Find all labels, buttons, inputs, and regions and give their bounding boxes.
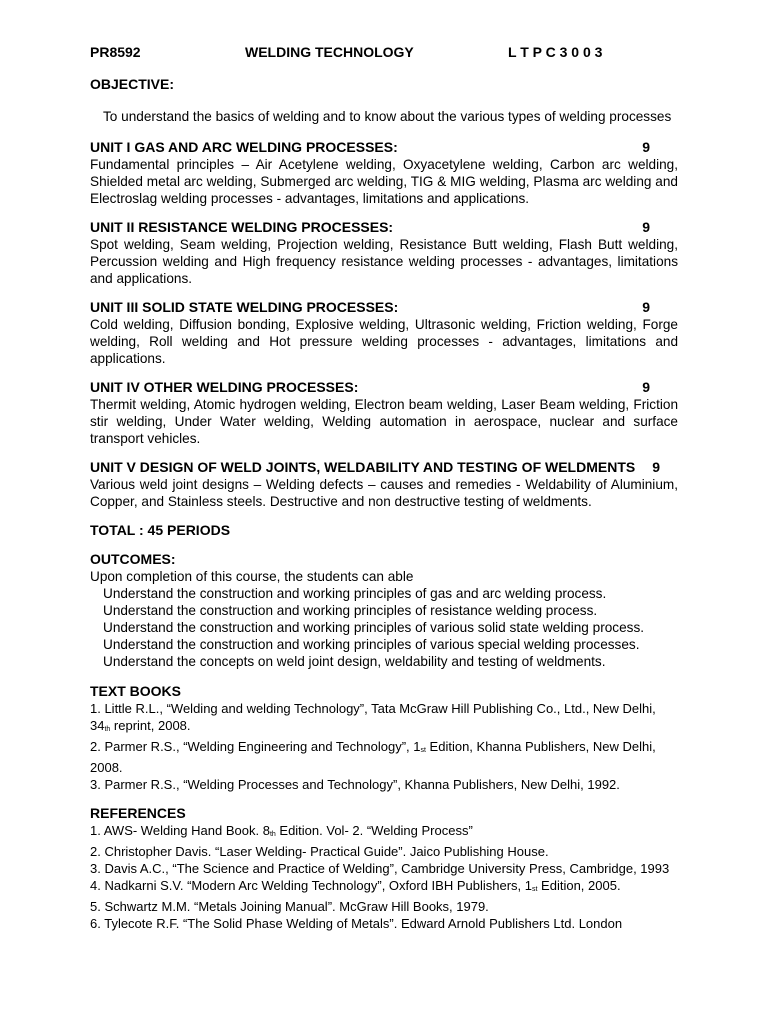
outcome-item: Understand the concepts on weld joint design, weldability and testing of weldments. [103, 654, 606, 669]
header [90, 44, 678, 64]
unit-hours: 9 [652, 459, 660, 475]
outcomes-heading: OUTCOMES: [90, 551, 176, 567]
unit-heading: UNIT II RESISTANCE WELDING PROCESSES: 9 [90, 219, 678, 236]
references-heading: REFERENCES [90, 805, 186, 821]
course-code: PR8592 [90, 44, 141, 60]
reference-item: 1. AWS- Welding Hand Book. $8_{th}$ Edition. Vol- 2. “Welding Process” [90, 823, 473, 838]
reference-item: 4. Nadkarni S.V. “Modern Arc Welding Technology”, Oxford IBH Publishers, $1_{st}$ Edition, 2005. [90, 878, 621, 893]
unit-hours: 9 [642, 299, 650, 315]
unit-block [90, 379, 678, 459]
ltpc: L T P C 3 0 0 3 [508, 44, 603, 60]
textbooks-heading: TEXT BOOKS [90, 683, 182, 699]
outcomes-intro: Upon completion of this course, the students can able [90, 569, 414, 584]
unit-hours: 9 [642, 219, 650, 235]
unit-content: Various weld joint designs – Welding defects – causes and remedies - Weldability of Aluminium, Copper, and Stainless steels. Destructive and non destructive testing of weldments. [90, 477, 678, 509]
unit-block [90, 459, 678, 522]
reference-item: 3. Davis A.C., “The Science and Practice of Welding”, Cambridge University Press, Cambridge, 1993 [90, 861, 670, 876]
textbook-item: 3. Parmer R.S., “Welding Processes and Technology”, Khanna Publishers, New Delhi, 1992. [90, 777, 620, 792]
unit-heading: UNIT I GAS AND ARC WELDING PROCESSES: 9 [90, 139, 678, 156]
unit-content: Thermit welding, Atomic hydrogen welding, Electron beam welding, Laser Beam welding, Friction stir welding, Under Water welding, Welding automation in aerospace, nuclear and surface transport vehicles. [90, 397, 678, 446]
unit-content: Fundamental principles – Air Acetylene welding, Oxyacetylene welding, Carbon arc welding, Shielded metal arc welding, Submerged arc welding, TIG & MIG welding, Plasma arc welding and Electroslag welding processes - advantages, limitations and applications. [90, 157, 678, 206]
unit-heading: UNIT III SOLID STATE WELDING PROCESSES: 9 [90, 299, 678, 316]
unit-block [90, 219, 678, 299]
unit-heading: UNIT IV OTHER WELDING PROCESSES: 9 [90, 379, 678, 396]
reference-item: 2. Christopher Davis. “Laser Welding- Practical Guide”. Jaico Publishing House. [90, 844, 549, 859]
unit-hours: 9 [642, 139, 650, 155]
unit-block [90, 139, 678, 219]
unit-content: Spot welding, Seam welding, Projection welding, Resistance Butt welding, Flash Butt welding, Percussion welding and High frequency resistance welding processes - advantages, limitations and applications. [90, 237, 678, 286]
course-title: WELDING TECHNOLOGY [245, 44, 414, 60]
units-section [90, 139, 678, 522]
textbook-item: 2. Parmer R.S., “Welding Engineering and Technology”, $1_{st}$ Edition, Khanna Publishers, New Delhi, 2008. [90, 739, 656, 775]
outcomes-list [90, 585, 678, 670]
unit-block [90, 299, 678, 379]
textbook-item: 1. Little R.L., “Welding and welding Technology”, Tata McGraw Hill Publishing Co., Ltd., New Delhi, $34_{th}$ reprint, 2008. [90, 701, 656, 733]
objective-heading: OBJECTIVE: [90, 76, 175, 92]
textbooks-list [90, 700, 678, 793]
outcome-item: Understand the construction and working principles of various special welding processes. [103, 637, 640, 652]
unit-hours: 9 [642, 379, 650, 395]
outcome-item: Understand the construction and working principles of gas and arc welding process. [103, 586, 607, 601]
objective-text: To understand the basics of welding and to know about the various types of welding processes [103, 109, 672, 124]
outcome-item: Understand the construction and working principles of various solid state welding process. [103, 620, 645, 635]
unit-heading: UNIT V DESIGN OF WELD JOINTS, WELDABILITY AND TESTING OF WELDMENTS 9 [90, 459, 678, 476]
unit-content: Cold welding, Diffusion bonding, Explosive welding, Ultrasonic welding, Friction welding, Forge welding, Roll welding and Hot pressure welding processes - advantages, limitations and applications. [90, 317, 678, 366]
syllabus-page [90, 44, 678, 932]
reference-item: 5. Schwartz M.M. “Metals Joining Manual”. McGraw Hill Books, 1979. [90, 899, 489, 914]
references-list [90, 822, 678, 932]
total-periods: TOTAL : 45 PERIODS [90, 522, 231, 538]
reference-item: 6. Tylecote R.F. “The Solid Phase Welding of Metals”. Edward Arnold Publishers Ltd. London [90, 916, 623, 931]
outcome-item: Understand the construction and working principles of resistance welding process. [103, 603, 598, 618]
